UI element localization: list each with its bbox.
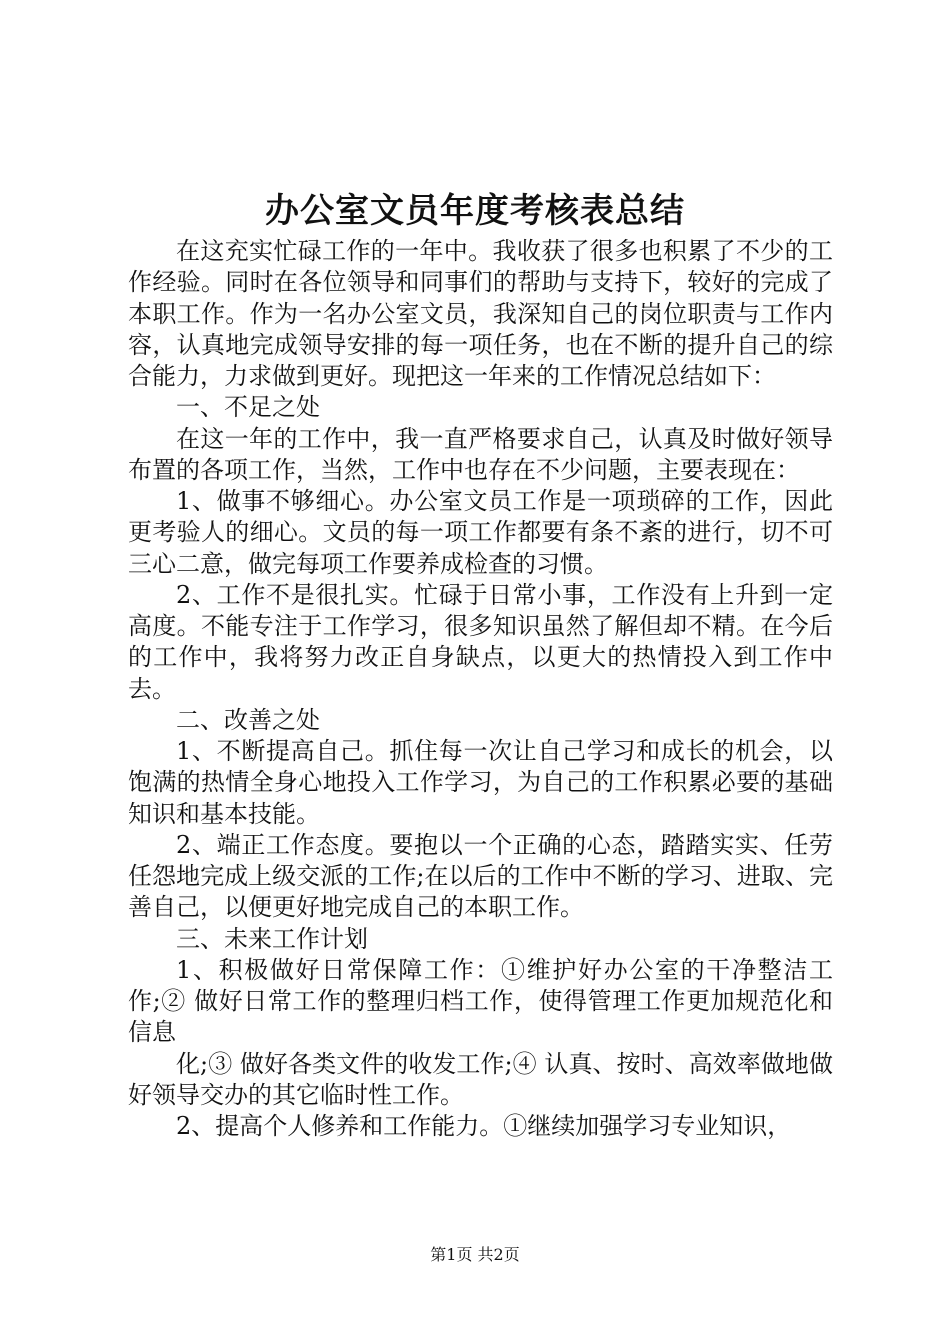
section-heading-improvements: 二、改善之处: [176, 705, 320, 734]
document-title: 办公室文员年度考核表总结: [265, 191, 685, 231]
list-item-shortcoming-1: 1、做事不够细心。办公室文员工作是一项琐碎的工作，因此更考验人的细心。文员的每一项工作都要有条不紊的进行，切不可三心二意，做完每项工作要养成检查的习惯。: [128, 487, 833, 578]
section-heading-future-plan: 三、未来工作计划: [176, 924, 368, 953]
paragraph-intro: 在这充实忙碌工作的一年中。我收获了很多也积累了不少的工作经验。同时在各位领导和同事们的帮助与支持下，较好的完成了本职工作。作为一名办公室文员，我深知自己的岗位职责与工作内容，认真地完成领导安排的每一项任务，也在不断的提升自己的综合能力，力求做到更好。现把这一年来的工作情况总结如下：: [128, 237, 833, 390]
list-item-plan-1: 1、积极做好日常保障工作：①维护好办公室的干净整洁工作;② 做好日常工作的整理归档工作，使得管理工作更加规范化和信息: [128, 955, 833, 1047]
document-body: [128, 236, 833, 1142]
list-item-plan-1-continued: 化;③ 做好各类文件的收发工作;④ 认真、按时、高效率做地做好领导交办的其它临时性工作。: [128, 1049, 833, 1109]
list-item-shortcoming-2: 2、工作不是很扎实。忙碌于日常小事，工作没有上升到一定高度。不能专注于工作学习，很多知识虽然了解但却不精。在今后的工作中，我将努力改正自身缺点，以更大的热情投入到工作中去。: [128, 580, 833, 703]
list-item-improvement-2: 2、端正工作态度。要抱以一个正确的心态，踏踏实实、任劳任怨地完成上级交派的工作;在以后的工作中不断的学习、进取、完善自己，以便更好地完成自己的本职工作。: [128, 830, 833, 922]
section-heading-shortcomings: 一、不足之处: [176, 393, 320, 422]
list-item-improvement-1: 1、不断提高自己。抓住每一次让自己学习和成长的机会，以饱满的热情全身心地投入工作学习，为自己的工作积累必要的基础知识和基本技能。: [128, 737, 833, 828]
page-number-footer: 第1页 共2页: [430, 1245, 520, 1264]
list-item-plan-2: 2、提高个人修养和工作能力。①继续加强学习专业知识，: [176, 1112, 792, 1140]
paragraph-shortcomings-intro: 在这一年的工作中，我一直严格要求自己，认真及时做好领导布置的各项工作，当然，工作中也存在不少问题，主要表现在：: [128, 424, 833, 484]
